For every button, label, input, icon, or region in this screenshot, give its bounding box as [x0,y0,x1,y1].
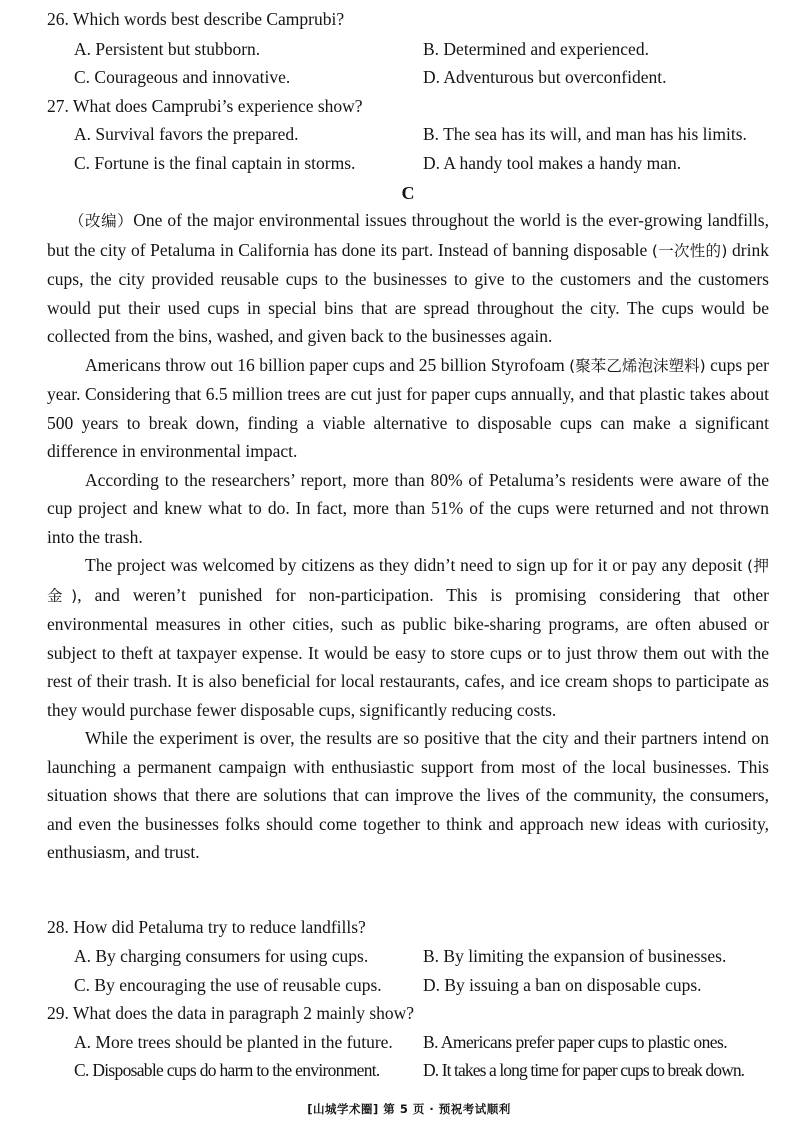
gloss-styrofoam: (聚苯乙烯泡沫塑料) [569,356,706,375]
paragraph-2-text-a: Americans throw out 16 billion paper cups and 25 billion Styrofoam [85,354,570,375]
paragraph-3: According to the researchers’ report, more than 80% of Petaluma’s residents were aware of the cup project and knew what to do. In fact, more than 51% of the cups were returned and not thrown into the trash. [47,469,769,547]
paragraph-2 [47,351,769,466]
page-footer: [山城学术圈] 第 5 页 · 预祝考试顺利 [307,1102,511,1116]
paragraph-2-text-b: cups per year. Considering that 6.5 million trees are cut just for paper cups annually, and that plastic takes about 500 years to break down, finding a viable alternative to disposable cups can make a significant difference in environmental impact. [47,354,769,461]
question-27-option-d: D. A handy tool makes a handy man. [423,153,682,173]
question-28-option-c: C. By encouraging the use of reusable cups. [74,975,382,995]
paragraph-4-text-b: , and weren’t punished for non-participation. This is promising considering that other environmental measures in other cities, such as public bike-sharing programs, are often abused or subject to theft at taxpayer expense. It would be easy to store cups or to just throw them out with the rest of their trash. It is also beneficial for local restaurants, cafes, and ice cream shops to participate as they would purchase fewer disposable cups, significantly reducing costs. [47,584,769,720]
question-29-option-c: C. Disposable cups do harm to the environment. [74,1060,380,1080]
question-28-option-d: D. By issuing a ban on disposable cups. [423,975,702,995]
question-28-stem: 28. How did Petaluma try to reduce landfills? [47,917,366,937]
question-26-option-b: B. Determined and experienced. [423,39,649,59]
question-27-stem: 27. What does Camprubi’s experience show? [47,96,363,116]
question-26-stem: 26. Which words best describe Camprubi? [47,9,345,29]
question-29-option-d: D. It takes a long time for paper cups to break down. [423,1060,745,1080]
question-29-option-a: A. More trees should be planted in the future. [74,1032,393,1052]
paragraph-4 [47,551,769,724]
question-29-option-b: B. Americans prefer paper cups to plastic ones. [423,1032,728,1052]
question-27-option-b: B. The sea has its will, and man has his limits. [423,124,747,144]
paragraph-4-text-a: The project was welcomed by citizens as they didn’t need to sign up for it or pay any deposit [85,555,748,575]
section-heading: C [401,183,415,203]
question-28-option-b: B. By limiting the expansion of businesses. [423,946,727,966]
question-29-stem: 29. What does the data in paragraph 2 mainly show? [47,1003,415,1023]
question-26-option-d: D. Adventurous but overconfident. [423,67,667,87]
question-26-option-c: C. Courageous and innovative. [74,67,291,87]
paragraph-1-text-a: One of the major environmental issues throughout the world is the ever-growing landfills, but the city of Petaluma in California has done its part. Instead of banning disposable [47,210,769,260]
paragraph-1-text-b: drink cups, the city provided reusable cups to the businesses to give to the customers and the customers would put their used cups in special bins that are spread throughout the city. The cups would be collected from the bins, washed, and given back to the businesses again. [47,239,769,346]
gloss-deposit: (押金) [47,557,769,605]
paragraph-5: While the experiment is over, the results are so positive that the city and their partners intend on launching a permanent campaign with enthusiastic support from most of the local businesses. This situation shows that there are solutions that can improve the lives of the community, the consumers, and even the businesses folks should come together to think and approach new ideas with curiosity, enthusiasm, and trust. [47,728,769,862]
adapted-note: （改编） [69,212,134,230]
question-27-option-c: C. Fortune is the final captain in storms. [74,153,356,173]
question-28-option-a: A. By charging consumers for using cups. [74,946,369,966]
paragraph-1 [47,206,769,351]
question-27-option-a: A. Survival favors the prepared. [74,124,299,144]
reading-passage [47,206,769,867]
gloss-disposable: (一次性的) [651,241,728,260]
question-26-option-a: A. Persistent but stubborn. [74,39,261,59]
